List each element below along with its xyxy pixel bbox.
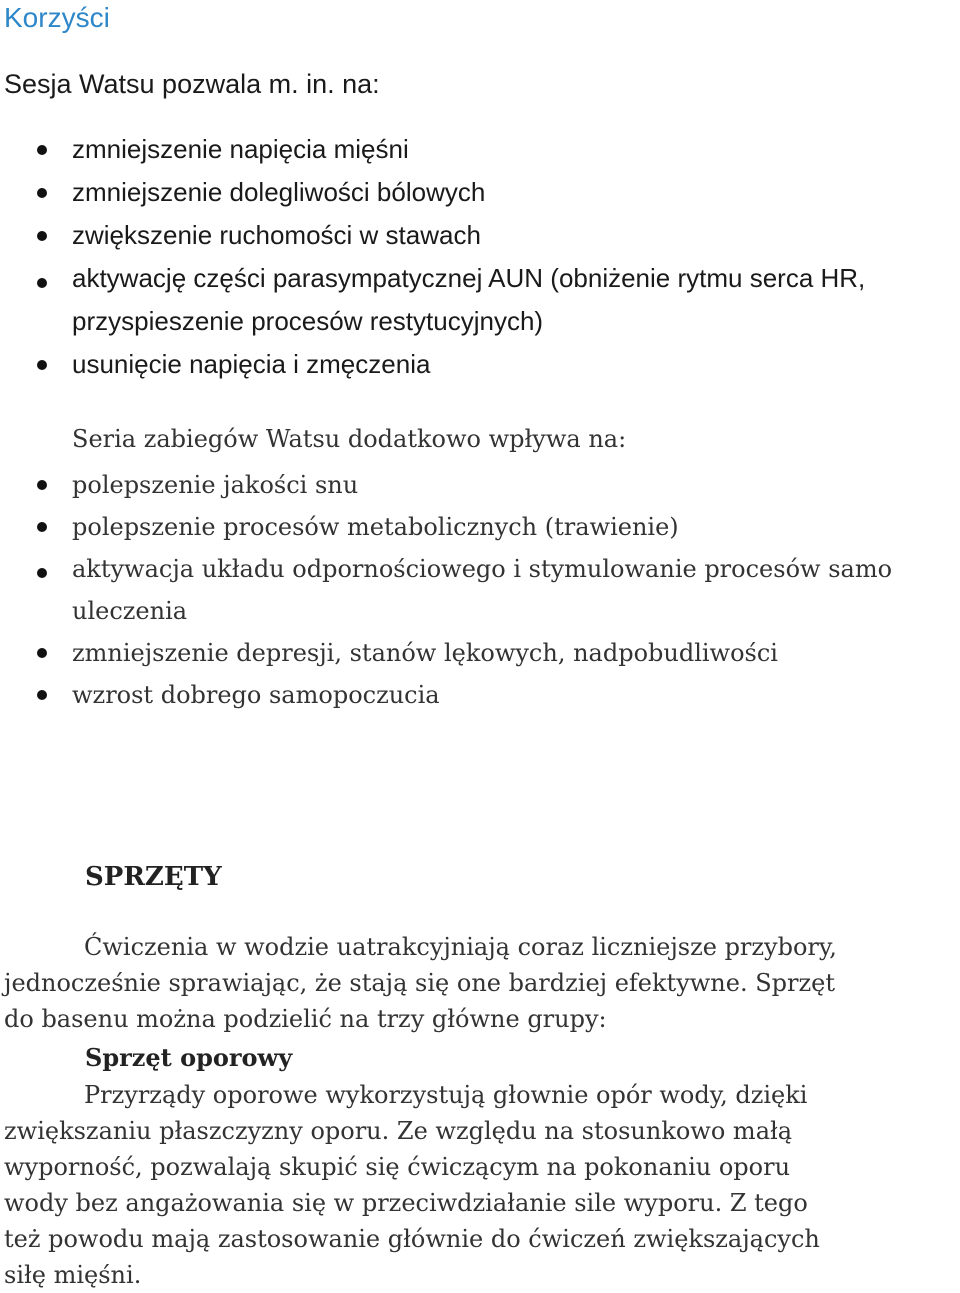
paragraph-line: siłę mięśni. (4, 1261, 142, 1289)
list-item-text: polepszenie jakości snu (72, 471, 359, 499)
paragraph-line: Przyrządy oporowe wykorzystują głownie opór wody, dzięki (84, 1081, 808, 1109)
paragraph-line: Ćwiczenia w wodzie uatrakcyjniają coraz liczniejsze przybory, (84, 933, 837, 961)
paragraph-line: wyporność, pozwalają skupić się ćwiczącym na pokonaniu oporu (4, 1153, 791, 1181)
paragraph-resistance-equipment (4, 1077, 954, 1293)
list-item-text: usunięcie napięcia i zmęczenia (72, 349, 431, 379)
paragraph-line: wody bez angażowania się w przeciwdziałanie sile wyporu. Z tego (4, 1189, 808, 1217)
section-heading-korzysci: Korzyści (4, 2, 110, 33)
list-item (0, 214, 960, 257)
list-item (0, 632, 960, 674)
list-item-text: zwiększenie ruchomości w stawach (72, 220, 481, 250)
bullet-icon (37, 568, 47, 578)
list-item (0, 548, 960, 632)
list-item (0, 257, 960, 343)
bullet-icon (37, 522, 47, 532)
list-item-text: aktywację części parasympatycznej AUN (obniżenie rytmu serca HR, przyspieszenie procesów restytucyjnych) (72, 263, 866, 336)
list-item-text: zmniejszenie depresji, stanów lękowych, nadpobudliwości (72, 639, 778, 667)
paragraph-line: też powodu mają zastosowanie głównie do ćwiczeń zwiększających (4, 1225, 820, 1253)
paragraph-line: do basenu można podzielić na trzy główne grupy: (4, 1005, 607, 1033)
sprzety-heading: SPRZĘTY (85, 862, 222, 892)
list-item (0, 506, 960, 548)
list-item (0, 674, 960, 716)
bullet-icon (37, 690, 47, 700)
bullet-icon (37, 278, 47, 288)
paragraph-line: zwiększaniu płaszczyzny oporu. Ze względu na stosunkowo małą (4, 1117, 793, 1145)
paragraph-intro-equipment (4, 929, 954, 1037)
list-item (0, 171, 960, 214)
bullet-icon (37, 188, 47, 198)
intro-text: Sesja Watsu pozwala m. in. na: (4, 69, 380, 99)
list-item (0, 128, 960, 171)
subheading-resistance-equipment: Sprzęt oporowy (85, 1043, 293, 1072)
list-item (0, 464, 960, 506)
section2-title: Seria zabiegów Watsu dodatkowo wpływa na: (72, 425, 627, 453)
bullet-icon (37, 145, 47, 155)
bullet-icon (37, 480, 47, 490)
list-item-text: zmniejszenie napięcia mięśni (72, 134, 409, 164)
bullet-icon (37, 360, 47, 370)
list-item-text: aktywacja układu odpornościowego i stymulowanie procesów samo uleczenia (72, 555, 893, 625)
series-effects-list (0, 464, 960, 716)
list-item (0, 343, 960, 386)
list-item-text: zmniejszenie dolegliwości bólowych (72, 177, 486, 207)
benefits-list (0, 128, 960, 386)
list-item-text: wzrost dobrego samopoczucia (72, 681, 440, 709)
list-item-text: polepszenie procesów metabolicznych (trawienie) (72, 513, 679, 541)
bullet-icon (37, 648, 47, 658)
paragraph-line: jednocześnie sprawiając, że stają się one bardziej efektywne. Sprzęt (4, 969, 835, 997)
bullet-icon (37, 231, 47, 241)
